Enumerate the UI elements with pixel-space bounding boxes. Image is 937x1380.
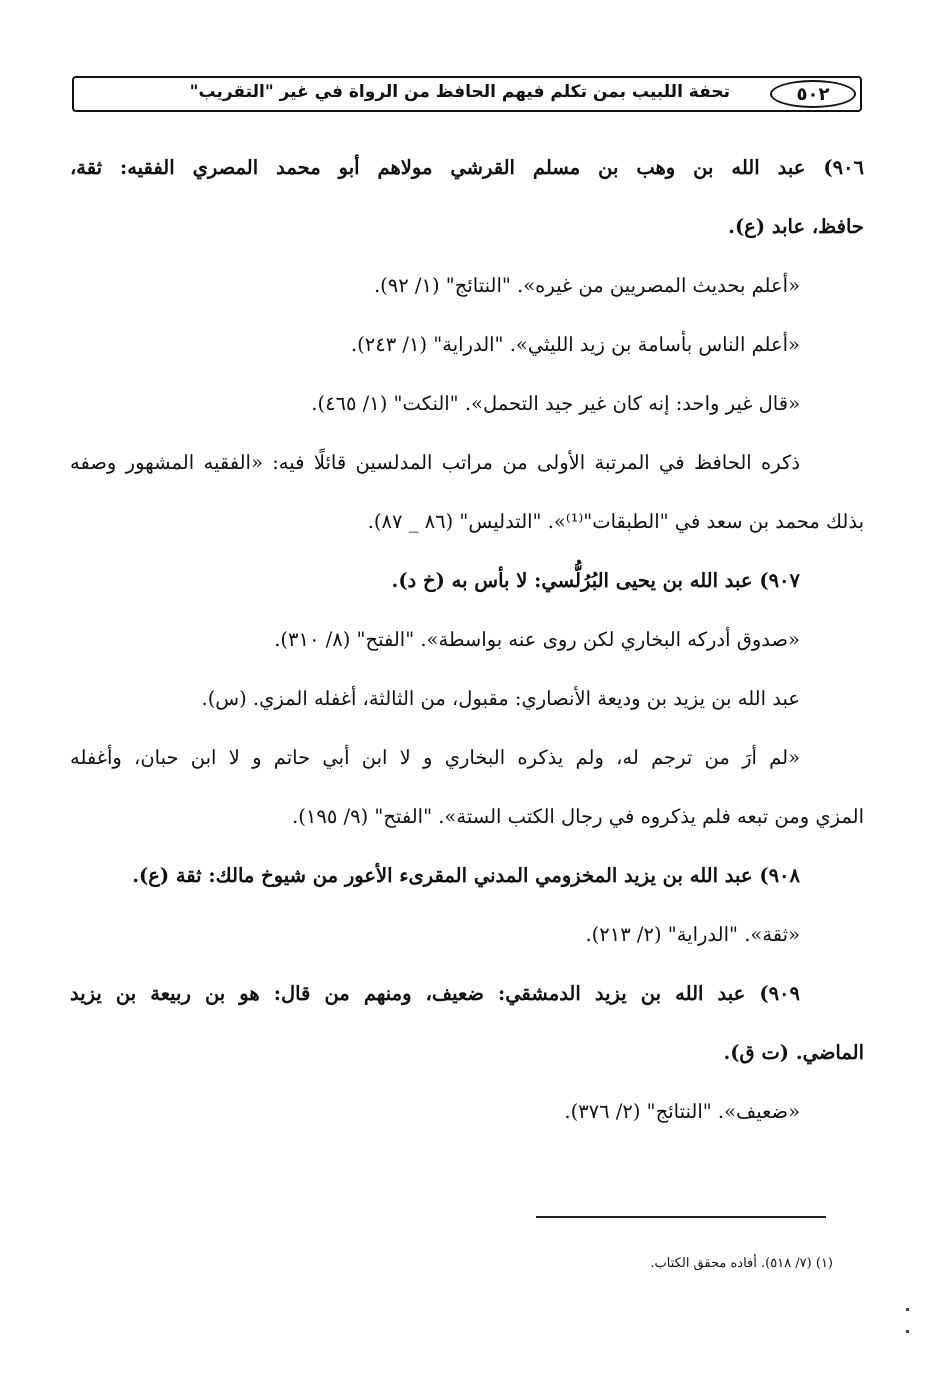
quote-908: «ثقة». "الدراية" (٢/ ٢١٣). [585,923,800,946]
running-header [72,76,862,112]
quote-unnumbered-line-2: المزي ومن تبعه فلم يذكروه في رجال الكتب الستة». "الفتح" (٩/ ١٩٥). [292,805,864,828]
quote-906-c: «قال غير واحد: إنه كان غير جيد التحمل». "النكت" (١/ ٤٦٥). [311,392,800,415]
entry-unnumbered: عبد الله بن يزيد بن وديعة الأنصاري: مقبول، من الثالثة، أغفله المزي. (س). [201,687,800,710]
quote-906-a: «أعلم بحديث المصريين من غيره». "النتائج" (١/ ٩٢). [373,274,800,297]
scan-speck [906,1330,909,1333]
quote-906-b: «أعلم الناس بأسامة بن زيد الليثي». "الدراية" (١/ ٢٤٣). [350,333,800,356]
entry-906-line-2: حافظ، عابد (ع). [728,215,864,238]
running-header-title: تحفة اللبيب بمن تكلم فيهم الحافظ من الرواة في غير "التقريب" [189,82,730,102]
footnote-1: (١) (٧/ ٥١٨). أفاده محقق الكتاب. [650,1256,833,1271]
page-number: ٥٠٢ [770,80,856,108]
note-906-line-2: بذلك محمد بن سعد في "الطبقات"⁽¹⁾». "التدليس" (٨٦ _ ٨٧). [367,510,864,533]
entry-909-line-2: الماضي. (ت ق). [723,1041,864,1064]
entry-906-line-1: ٩٠٦) عبد الله بن وهب بن مسلم القرشي مولاهم أبو محمد المصري الفقيه: ثقة، [70,156,864,179]
quote-907: «صدوق أدركه البخاري لكن روى عنه بواسطة». "الفتح" (٨/ ٣١٠). [274,628,800,651]
footnote-separator [536,1216,826,1218]
scan-speck [906,1308,909,1311]
entry-909-line-1: ٩٠٩) عبد الله بن يزيد الدمشقي: ضعيف، ومنهم من قال: هو بن ربيعة بن يزيد [70,982,800,1005]
page-body [70,138,864,1141]
entry-908: ٩٠٨) عبد الله بن يزيد المخزومي المدني المقرىء الأعور من شيوخ مالك: ثقة (ع). [132,864,800,887]
note-906-line-1: ذكره الحافظ في المرتبة الأولى من مراتب المدلسين قائلًا فيه: «الفقيه المشهور وصفه [70,451,800,474]
quote-unnumbered-line-1: «لم أرَ من ترجم له، ولم يذكره البخاري و لا ابن أبي حاتم و لا ابن حبان، وأغفله [70,746,800,769]
quote-909: «ضعيف». "النتائج" (٢/ ٣٧٦). [564,1100,800,1123]
entry-907: ٩٠٧) عبد الله بن يحيى البُرُلُّسي: لا بأس به (خ د). [391,569,800,592]
